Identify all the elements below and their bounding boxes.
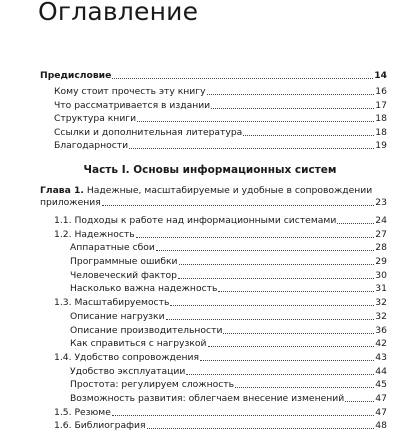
toc-entry[interactable] [54,111,387,124]
toc-entry[interactable] [54,213,387,226]
toc-entry[interactable] [54,405,387,418]
toc-entry-label: Аппаратные сбои [70,242,155,253]
toc-entry-page: 31 [375,283,387,294]
leader-dots [243,135,374,136]
toc-entry-page: 36 [375,325,387,336]
toc-entry-page: 18 [375,127,387,138]
toc-entry[interactable] [70,364,387,377]
toc-entry-page: 17 [375,100,387,111]
toc-entry-label: 1.6. Библиография [54,420,146,431]
leader-dots [136,237,375,238]
toc-entry-label: Возможность развития: облегчаем внесение изменений [70,393,345,404]
leader-dots [211,108,374,109]
toc-entry[interactable] [70,309,387,322]
toc-entry-label: Структура книги [54,113,137,124]
page-title: Оглавление [38,0,199,26]
toc-entry[interactable] [70,268,387,281]
leader-dots [337,223,374,224]
toc-entry[interactable] [70,281,387,294]
toc-entry-label: Благодарности [54,140,129,151]
chapter-title-line2: приложения [40,197,101,208]
leader-dots [112,78,373,79]
toc-entry-page: 44 [375,366,387,377]
leader-dots [200,360,374,361]
toc-entry-page: 27 [375,229,387,240]
chapter-heading-line2[interactable] [40,195,387,208]
leader-dots [102,205,375,206]
toc-entry-label: 1.5. Резюме [54,407,111,418]
toc-entry[interactable] [70,240,387,253]
leader-dots [129,148,374,149]
toc-entry-label: Простота: регулируем сложность [70,379,235,390]
chapter-number: Глава 1. [40,185,84,196]
toc-entry-label: 1.4. Удобство сопровождения [54,352,200,363]
toc-entry[interactable] [54,227,387,240]
toc-entry-label: Кому стоит прочесть эту книгу [54,86,206,97]
toc-entry-label: Предисловие [40,70,112,81]
toc-entry-page: 32 [375,311,387,322]
toc-entry[interactable] [70,377,387,390]
leader-dots [208,346,375,347]
leader-dots [178,278,374,279]
toc-entry-label: Насколько важна надежность [70,283,218,294]
leader-dots [207,94,375,95]
toc-entry-page: 16 [375,86,387,97]
leader-dots [223,333,374,334]
toc-entry-page: 32 [375,297,387,308]
toc-entry-label: 1.1. Подходы к работе над информационными системами [54,215,337,226]
toc-entry[interactable] [54,98,387,111]
toc-entry[interactable] [70,323,387,336]
leader-dots [147,428,375,429]
toc-entry-label: 1.3. Масштабируемость [54,297,170,308]
toc-entry-label: Описание нагрузки [70,311,165,322]
leader-dots [186,374,374,375]
toc-entry-page: 30 [375,270,387,281]
toc-entry-page: 28 [375,242,387,253]
leader-dots [170,305,374,306]
toc-entry-page: 47 [375,393,387,404]
leader-dots [218,291,374,292]
chapter-title-line1: Надежные, масштабируемые и удобные в сопровождении [86,185,373,196]
toc-entry-page: 29 [375,256,387,267]
leader-dots [137,121,374,122]
toc-entry-label: Описание производительности [70,325,223,336]
toc-entry-page: 19 [375,140,387,151]
toc-entry-page: 42 [375,338,387,349]
toc-entry-label: Ссылки и дополнительная литература [54,127,243,138]
toc-entry-page: 48 [375,420,387,431]
toc-entry-label: Удобство эксплуатации [70,366,186,377]
toc-entry-label: Как справиться с нагрузкой [70,338,207,349]
toc-entry[interactable] [54,350,387,363]
toc-entry-page: 24 [375,215,387,226]
leader-dots [166,319,375,320]
toc-entry[interactable] [54,295,387,308]
leader-dots [345,401,374,402]
toc-entry[interactable] [70,336,387,349]
toc-entry-page: 43 [375,352,387,363]
toc-entry[interactable] [54,125,387,138]
toc-entry[interactable] [54,84,387,97]
toc-entry-label: 1.2. Надежность [54,229,135,240]
toc-entry-page: 45 [375,379,387,390]
toc-entry-label: Что рассматривается в издании [54,100,211,111]
toc-entry-page: 47 [375,407,387,418]
toc-entry[interactable] [40,68,387,81]
part-title: Часть I. Основы информационных систем [83,164,337,176]
toc-entry[interactable] [70,391,387,404]
leader-dots [112,415,374,416]
toc-entry-label: Программные ошибки [70,256,178,267]
chapter-page: 23 [375,197,387,208]
toc-entry-page: 14 [374,70,387,81]
leader-dots [179,264,375,265]
toc-entry-label: Человеческий фактор [70,270,177,281]
leader-dots [156,250,374,251]
toc-entry-page: 18 [375,113,387,124]
toc-entry[interactable] [70,254,387,267]
leader-dots [235,387,374,388]
toc-entry[interactable] [54,138,387,151]
